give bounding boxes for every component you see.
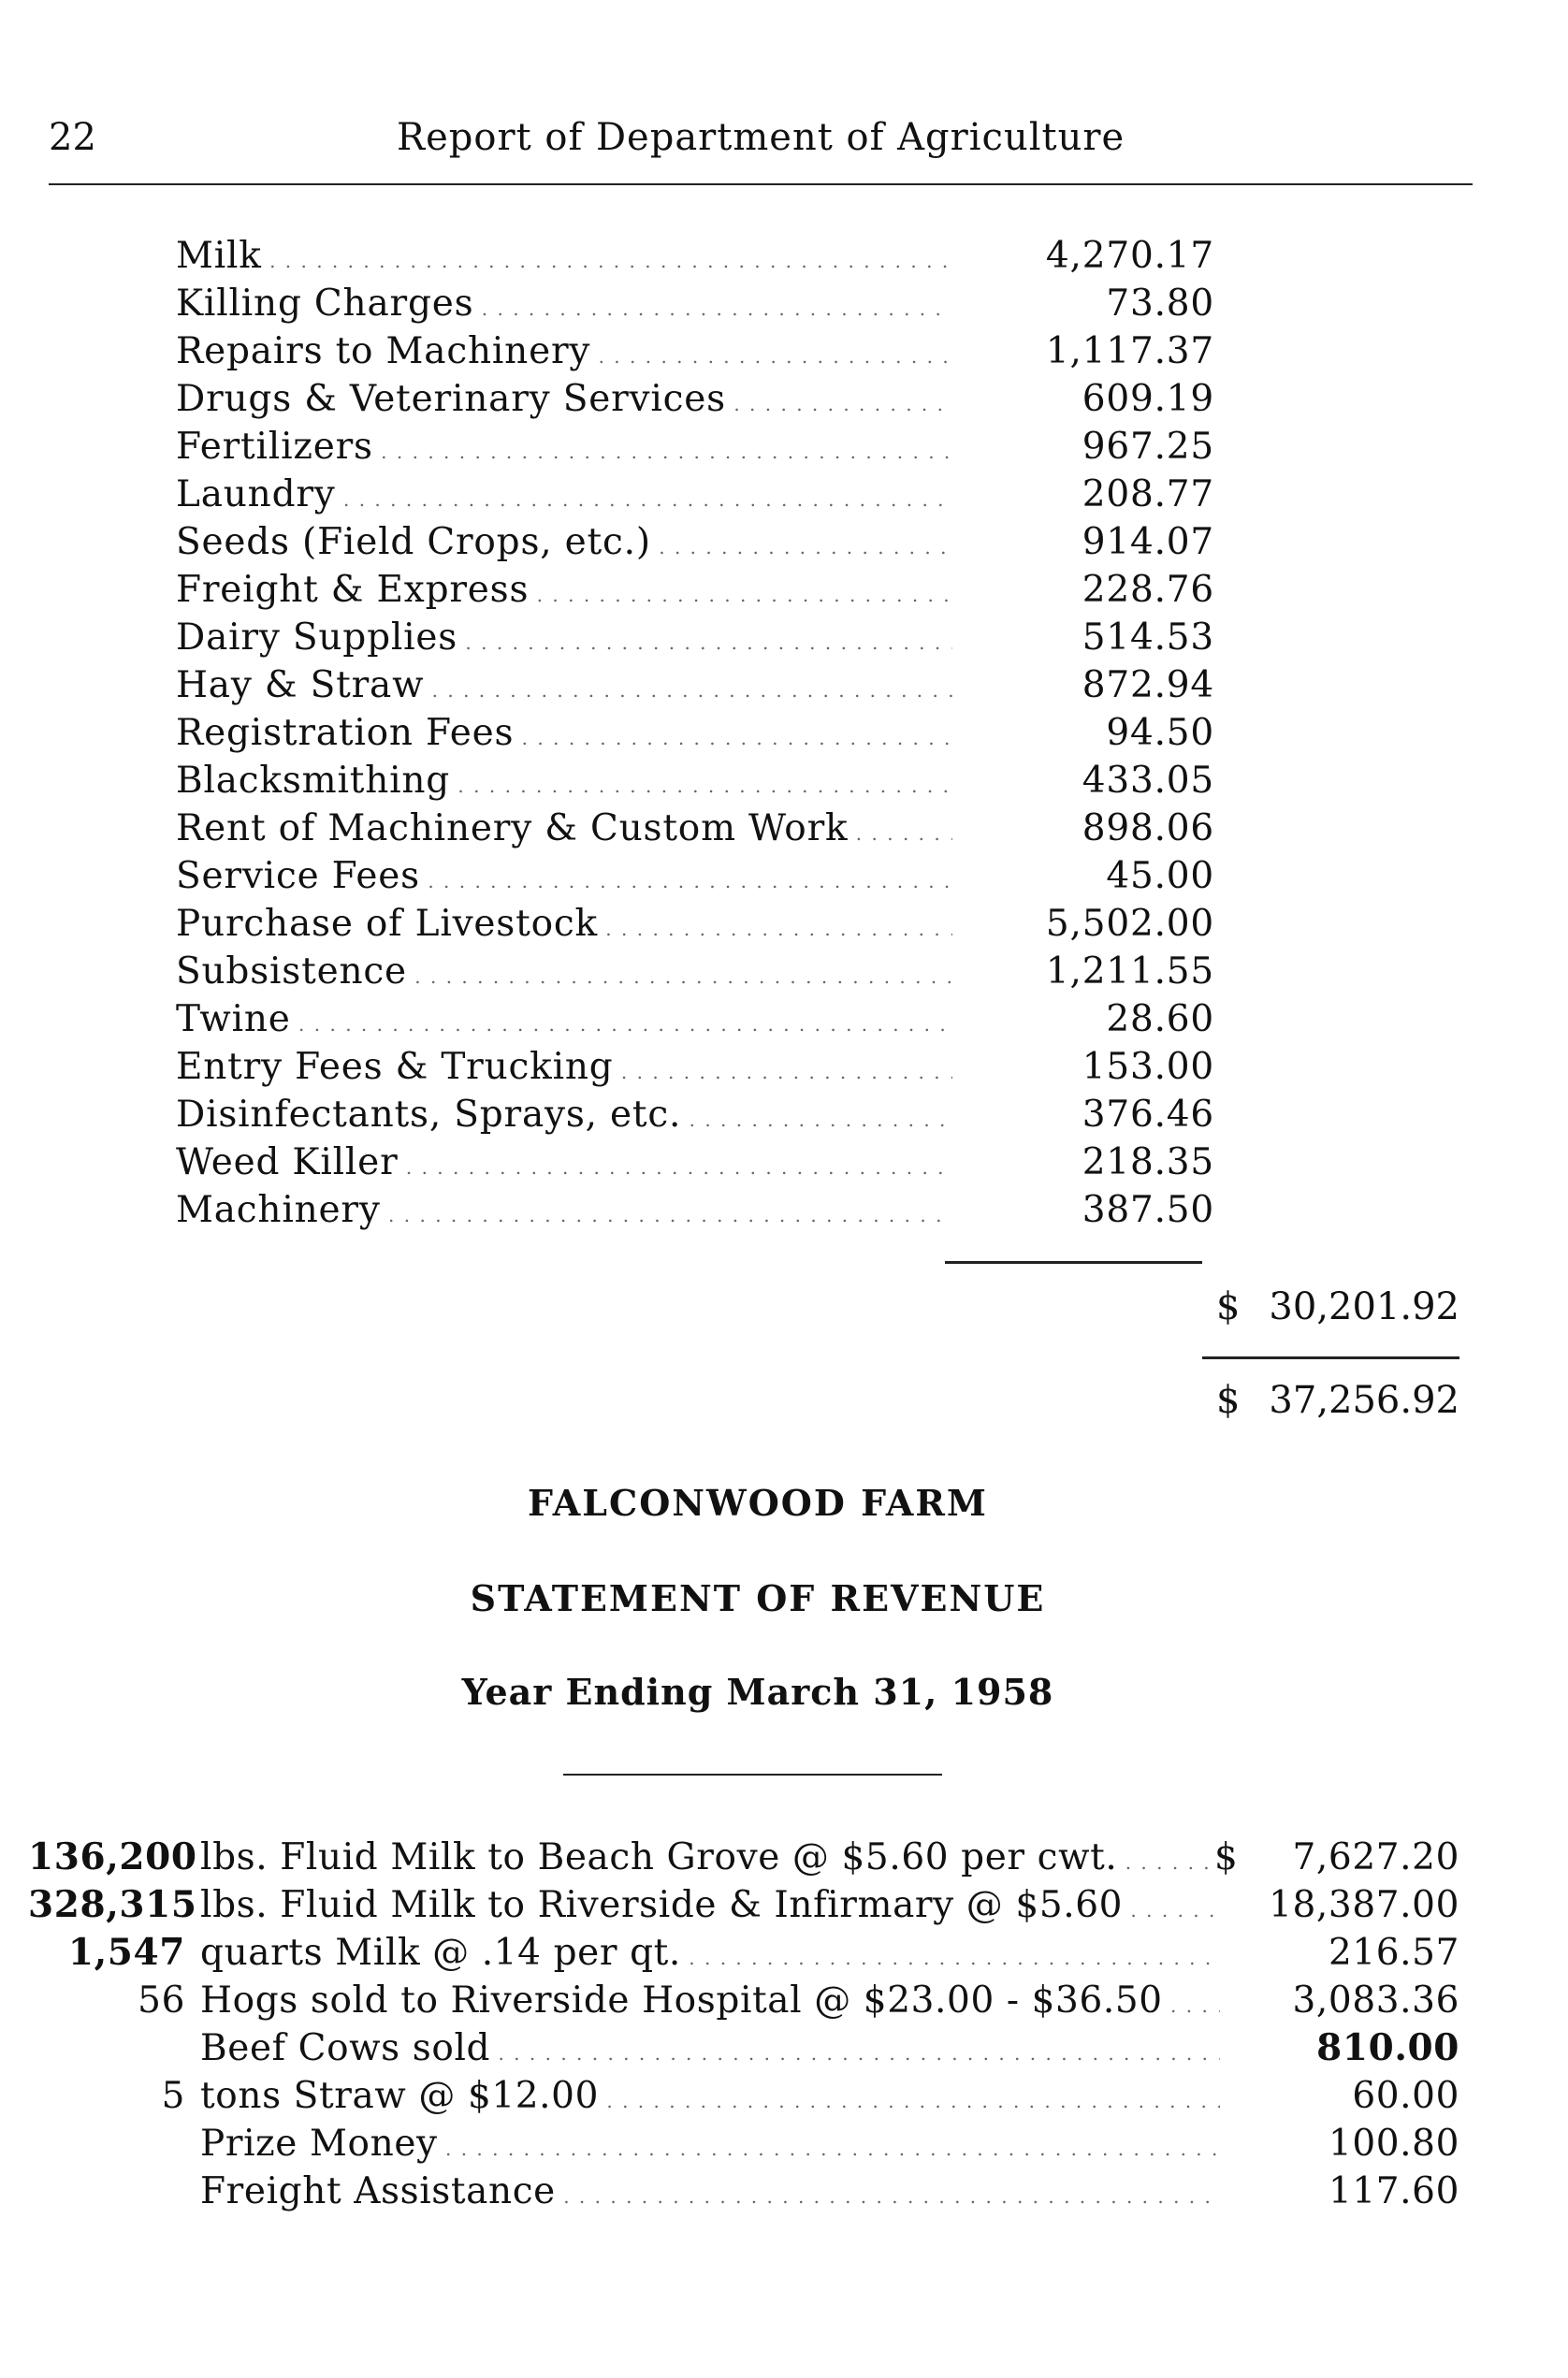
expense-row [176, 375, 1214, 423]
revenue-amount: 216.57 [1328, 1932, 1459, 1974]
revenue-amount: 18,387.00 [1269, 1884, 1459, 1926]
expense-label: Twine . . . [176, 995, 952, 1049]
expense-amount: 153.00 [1082, 1046, 1214, 1088]
expense-label: Milk . . . [176, 232, 952, 285]
expense-label: Registration Fees . . . [176, 709, 952, 762]
expense-row [176, 948, 1214, 995]
expense-row [176, 1091, 1214, 1138]
expense-row [176, 709, 1214, 757]
expense-label: Service Fees . . . [176, 852, 952, 906]
revenue-qty: 328,315 [28, 1883, 197, 1926]
revenue-row [28, 1834, 1459, 1881]
revenue-row [28, 1881, 1459, 1929]
expense-row [176, 1138, 1214, 1186]
revenue-desc: Freight Assistance . . . [200, 2168, 1220, 2221]
revenue-currency: $ [1214, 1836, 1239, 1878]
header-rule [49, 183, 1473, 185]
expense-amount: 433.05 [1082, 760, 1214, 802]
expense-row [176, 518, 1214, 566]
revenue-qty: 136,200 [28, 1835, 197, 1878]
expense-label: Laundry . . . [176, 471, 952, 524]
farm-title: FALCONWOOD FARM [528, 1482, 988, 1524]
expense-row [176, 280, 1214, 327]
revenue-qty: 1,547 [67, 1931, 185, 1974]
expense-row [176, 995, 1214, 1043]
expense-label: Freight & Express . . . [176, 566, 952, 619]
expense-amount: 94.50 [1106, 712, 1214, 754]
expense-amount: 28.60 [1106, 998, 1214, 1040]
revenue-amount: 3,083.36 [1292, 1979, 1459, 2022]
expense-amount: 898.06 [1082, 807, 1214, 849]
revenue-desc: lbs. Fluid Milk to Riverside & Infirmary @ $5.60 . . . [200, 1881, 1220, 1935]
expense-amount: 5,502.00 [1045, 903, 1214, 945]
subtotal-currency: $ [1216, 1285, 1241, 1328]
expense-row [176, 423, 1214, 471]
expense-row [176, 661, 1214, 709]
expense-row [176, 327, 1214, 375]
expense-label: Entry Fees & Trucking . . . [176, 1043, 952, 1096]
expense-label: Dairy Supplies . . . [176, 614, 952, 667]
expense-row [176, 757, 1214, 805]
revenue-amount: 7,627.20 [1292, 1836, 1459, 1878]
expense-row [176, 614, 1214, 661]
revenue-row [28, 1929, 1459, 1977]
expense-amount: 387.50 [1082, 1189, 1214, 1231]
expense-amount: 208.77 [1082, 473, 1214, 515]
expense-amount: 1,211.55 [1045, 950, 1214, 993]
expense-row [176, 566, 1214, 614]
revenue-amount: 810.00 [1316, 2026, 1459, 2069]
expense-label: Drugs & Veterinary Services . . . [176, 375, 952, 428]
revenue-qty: 5 [161, 2075, 185, 2117]
expense-amount: 218.35 [1082, 1141, 1214, 1183]
expense-amount: 609.19 [1082, 378, 1214, 420]
revenue-amount: 117.60 [1328, 2170, 1459, 2212]
total-rule [1202, 1356, 1459, 1359]
expense-row [176, 852, 1214, 900]
total-currency: $ [1216, 1379, 1241, 1422]
revenue-amount: 60.00 [1352, 2075, 1459, 2117]
expense-row [176, 1043, 1214, 1091]
expense-amount: 4,270.17 [1045, 235, 1214, 277]
revenue-desc: tons Straw @ $12.00 . . . [200, 2072, 1220, 2125]
expense-label: Killing Charges . . . [176, 280, 952, 333]
period-title: Year Ending March 31, 1958 [461, 1671, 1054, 1713]
expense-label: Fertilizers . . . [176, 423, 952, 476]
total-amount: 37,256.92 [1269, 1379, 1459, 1422]
expense-row [176, 1186, 1214, 1234]
expense-list [176, 232, 1214, 1234]
revenue-row [28, 2168, 1459, 2215]
expense-amount: 967.25 [1082, 426, 1214, 468]
expense-label: Weed Killer . . . [176, 1138, 952, 1192]
revenue-row [28, 1977, 1459, 2024]
expense-label: Machinery . . . [176, 1186, 952, 1240]
subtotal-rule [945, 1261, 1202, 1264]
revenue-desc: quarts Milk @ .14 per qt. . . . [200, 1929, 1220, 1982]
expense-label: Subsistence . . . [176, 948, 952, 1001]
revenue-desc: lbs. Fluid Milk to Beach Grove @ $5.60 per cwt. . . . [200, 1834, 1220, 1887]
revenue-desc: Prize Money . . . [200, 2120, 1220, 2173]
expense-amount: 376.46 [1082, 1094, 1214, 1136]
expense-row [176, 232, 1214, 280]
expense-row [176, 805, 1214, 852]
section-rule [563, 1774, 942, 1776]
revenue-desc: Hogs sold to Riverside Hospital @ $23.00 - $36.50 . . . [200, 1977, 1220, 2030]
expense-label: Purchase of Livestock . . . [176, 900, 952, 953]
expense-label: Hay & Straw . . . [176, 661, 952, 715]
expense-row [176, 900, 1214, 948]
expense-label: Blacksmithing . . . [176, 757, 952, 810]
expense-amount: 914.07 [1082, 521, 1214, 563]
expense-label: Disinfectants, Sprays, etc. . . . [176, 1091, 952, 1144]
page-number: 22 [49, 116, 96, 159]
expense-amount: 228.76 [1082, 569, 1214, 611]
revenue-desc: Beef Cows sold . . . [200, 2024, 1220, 2078]
revenue-row [28, 2024, 1459, 2072]
revenue-row [28, 2072, 1459, 2120]
expense-label: Seeds (Field Crops, etc.) . . . [176, 518, 952, 572]
expense-amount: 73.80 [1106, 283, 1214, 325]
expense-amount: 872.94 [1082, 664, 1214, 706]
expense-row [176, 471, 1214, 518]
subtotal-amount: 30,201.92 [1269, 1285, 1459, 1328]
expense-amount: 45.00 [1106, 855, 1214, 897]
revenue-qty: 56 [138, 1979, 185, 2022]
expense-label: Repairs to Machinery . . . [176, 327, 952, 381]
expense-label: Rent of Machinery & Custom Work . . . [176, 805, 952, 858]
running-head: Report of Department of Agriculture [397, 116, 1125, 159]
expense-amount: 1,117.37 [1045, 330, 1214, 372]
expense-amount: 514.53 [1082, 616, 1214, 659]
revenue-amount: 100.80 [1328, 2123, 1459, 2165]
revenue-row [28, 2120, 1459, 2168]
statement-title: STATEMENT OF REVENUE [470, 1577, 1046, 1619]
revenue-list [28, 1834, 1459, 2215]
